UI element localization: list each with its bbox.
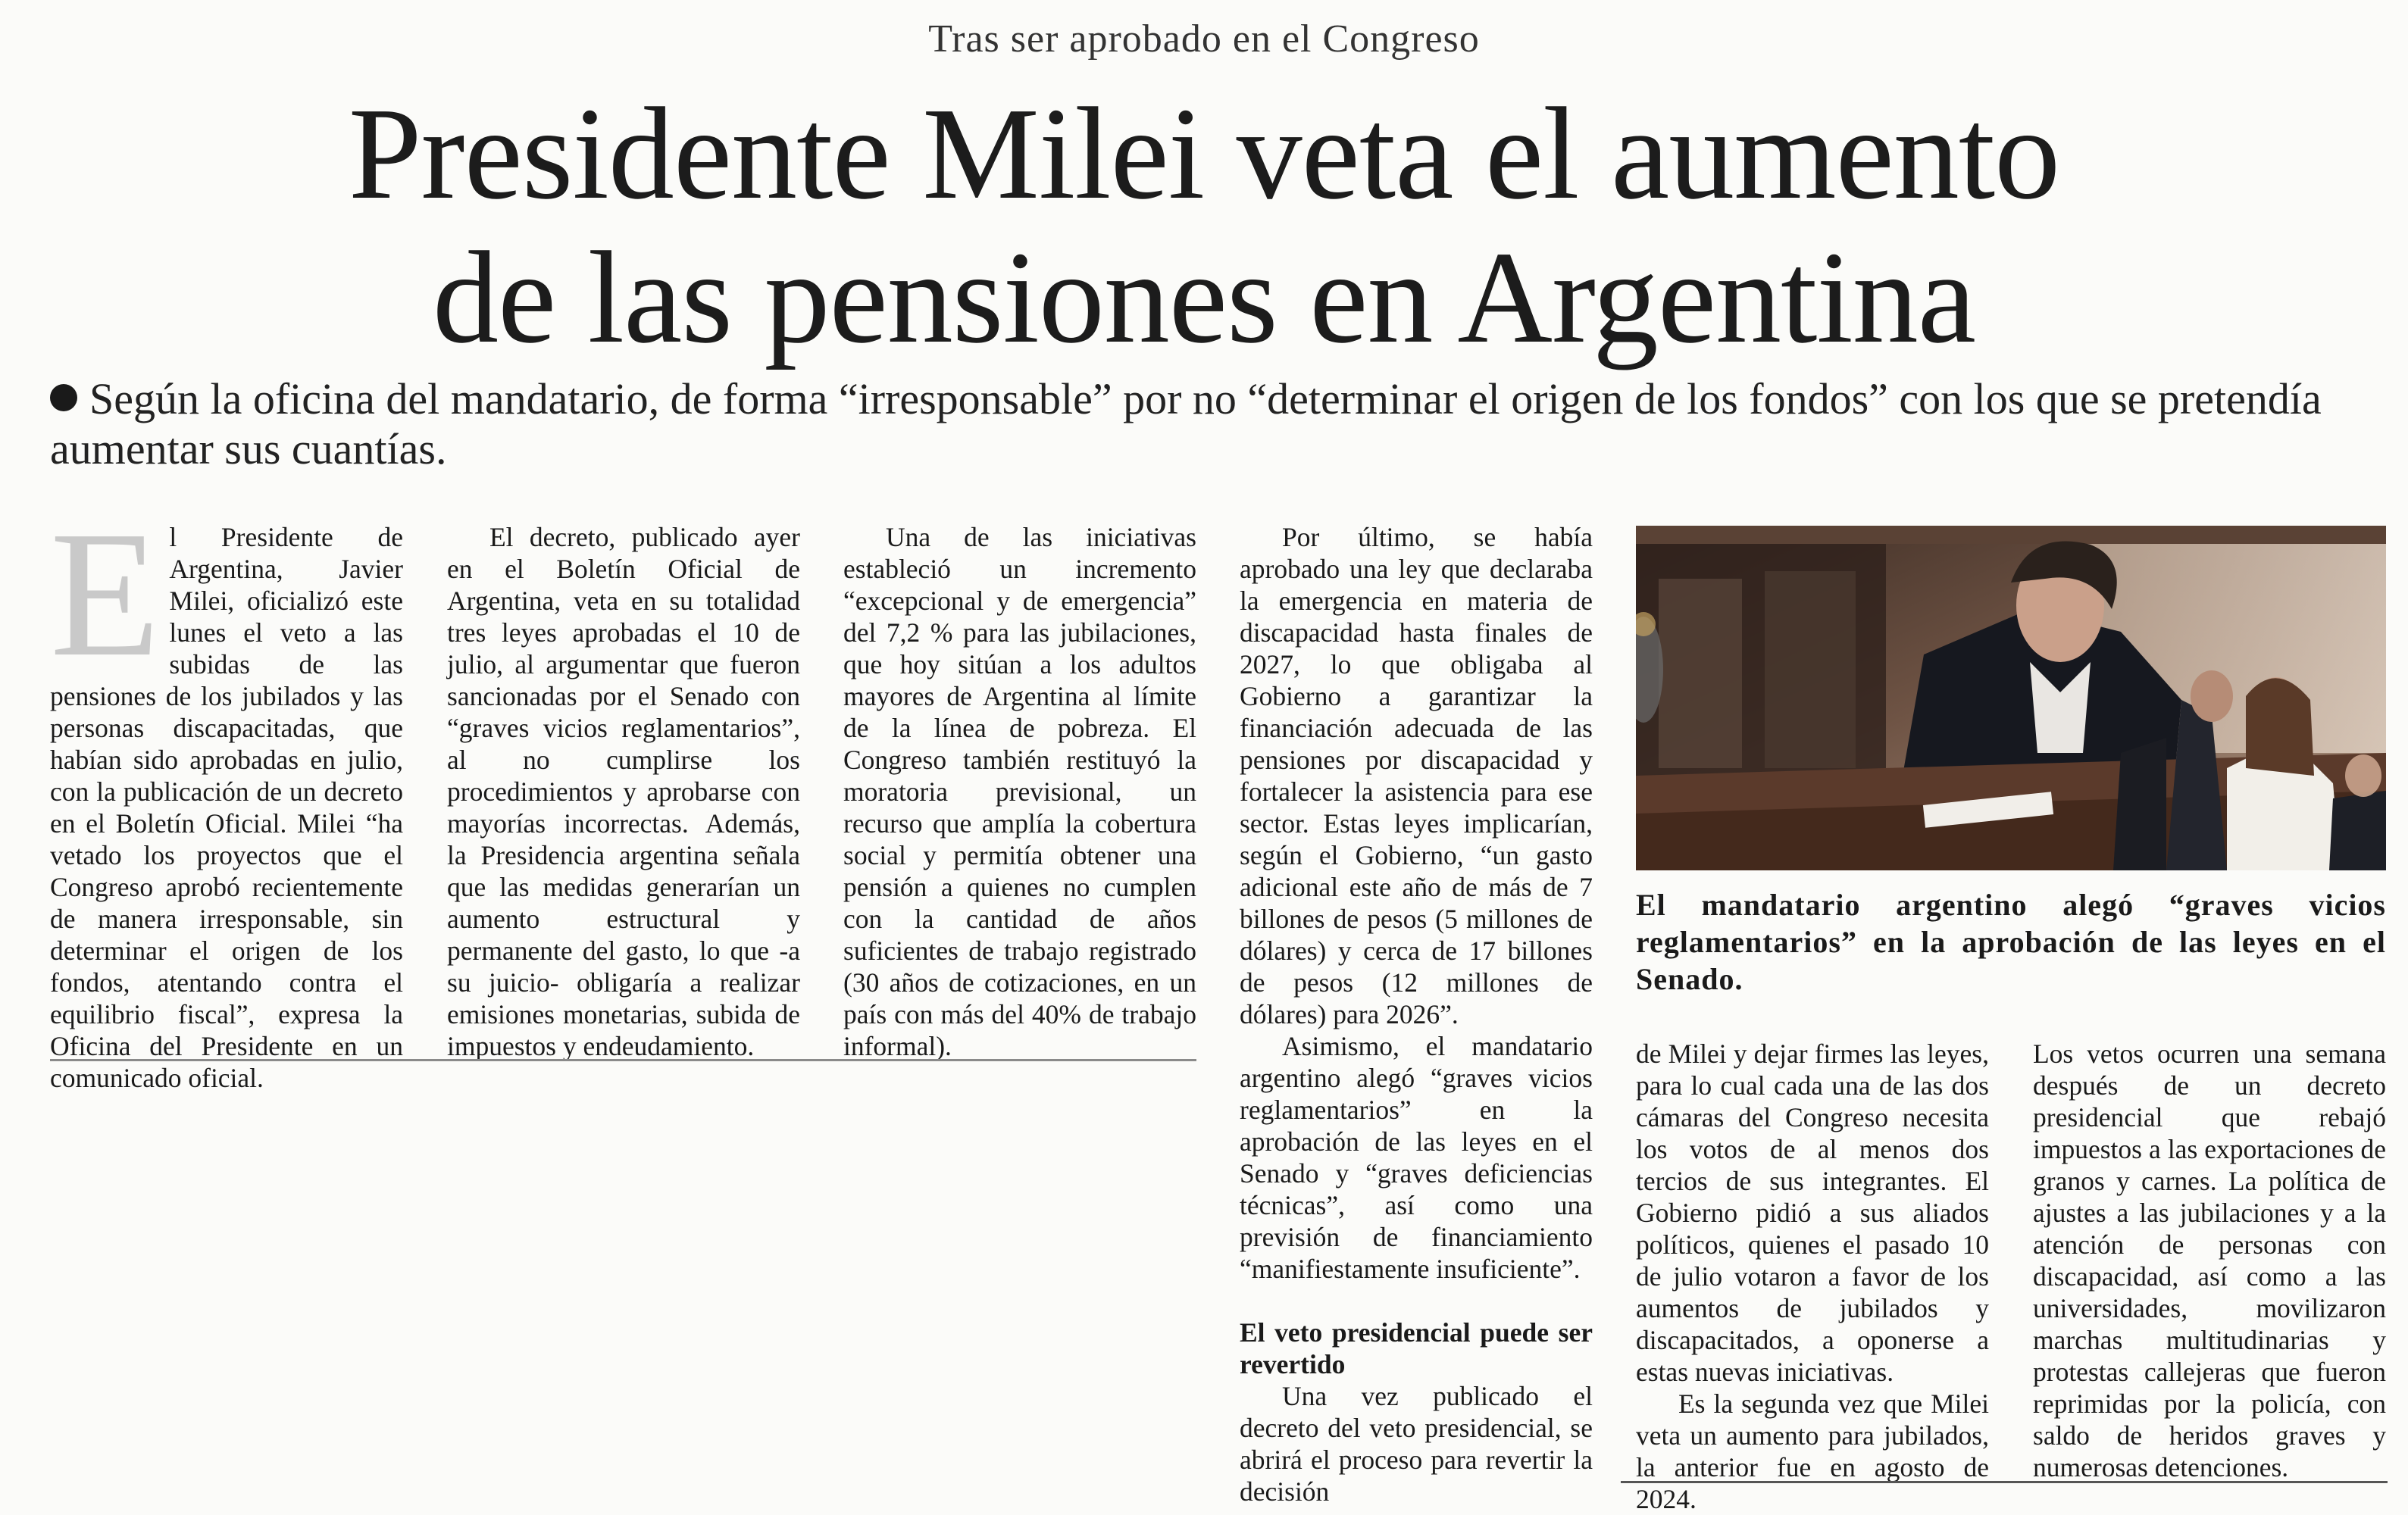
article-column-4 bbox=[1240, 521, 1593, 1507]
paragraph: Una vez publicado el decreto del veto presidencial, se abrirá el proceso para revertir la decisión bbox=[1240, 1381, 1593, 1507]
paragraph: de Milei y dejar firmes las leyes, para lo cual cada una de las dos cámaras del Congreso necesita los votos de al menos dos tercios de sus integrantes. El Gobierno pidió a sus aliados políticos, quienes el pasado 10 de julio votaron a favor de los aumentos de jubilados y discapacitados, a oponerse a estas nuevas iniciativas. bbox=[1636, 1039, 1989, 1387]
article-column-5 bbox=[1636, 1038, 1989, 1515]
drop-cap: E bbox=[50, 495, 161, 694]
paragraph: Es la segunda vez que Milei veta un aumento para jubilados, la anterior fue en agosto de 2024. bbox=[1636, 1388, 1989, 1514]
photo-caption: El mandatario argentino alegó “graves vicios reglamentarios” en la aprobación de las leyes en el Senado. bbox=[1636, 888, 2386, 996]
paragraph: l Presidente de Argentina, Javier Milei, oficializó este lunes el veto a las subidas de las pensiones de los jubilados y las personas discapacitadas, que habían sido aprobadas en julio, con la publicación de un decreto en el Boletín Oficial. Milei “ha vetado los proyectos que el Congreso aprobó recientemente de manera irresponsable, sin determinar el origen de los fondos, atentando contra el equilibrio fiscal”, expresa la Oficina del Presidente en un comunicado oficial. bbox=[50, 522, 403, 1093]
headline-line-2: de las pensiones en Argentina bbox=[433, 224, 1975, 370]
paragraph: Por último, se había aprobado una ley que declaraba la emergencia en materia de discapacidad hasta finales de 2027, lo que obligaba al Gobierno a garantizar la financiación adecuada de las pensiones por discapacidad y fortalecer la asistencia para ese sector. Estas leyes implicarían, según el Gobierno, “un gasto adicional este año de más de 7 billones de pesos (5 millones de dólares) y cerca de 17 billones de pesos (12 millones de dólares) para 2026”. bbox=[1240, 522, 1593, 1029]
article-column-2 bbox=[447, 521, 800, 1062]
subheadline bbox=[50, 374, 2338, 474]
news-photo bbox=[1636, 526, 2386, 870]
article-column-6 bbox=[2033, 1038, 2386, 1483]
paragraph: Asimismo, el mandatario argentino alegó “graves vicios reglamentarios” en la aprobación de las leyes en el Senado y “graves deficiencias técnicas”, así como una previsión de financiamiento “manifiestamente insuficiente”. bbox=[1240, 1031, 1593, 1284]
paragraph: El decreto, publicado ayer en el Boletín Oficial de Argentina, veta en su totalidad tres leyes aprobadas el 10 de julio, al argumentar que fueron sancionadas por el Senado con “graves vicios reglamentarios”, al no cumplirse los procedimientos y aprobarse con mayorías incorrectas. Además, la Presidencia argentina señala que las medidas generarían un aumento estructural y permanente del gasto, lo que -a su juicio- obligaría a realizar emisiones monetarias, subida de impuestos y endeudamiento. bbox=[447, 522, 800, 1061]
paragraph: Una de las iniciativas estableció un incremento “excepcional y de emergencia” del 7,2 % para las jubilaciones, que hoy sitúan a los adultos mayores de Argentina al límite de la línea de pobreza. El Congreso también restituyó la moratoria previsional, un recurso que amplía la cobertura social y permitía obtener una pensión a quienes no cumplen con la cantidad de años suficientes de trabajo registrado (30 años de cotizaciones, en un país con más del 40% de trabajo informal). bbox=[843, 522, 1196, 1061]
paragraph: Los vetos ocurren una semana después de un decreto presidencial que rebajó impuestos a las exportaciones de granos y carnes. La política de ajustes a las jubilaciones y a la atención de personas con discapacidad, así como a las universidades, movilizaron marchas multitudinarias y protestas callejeras que fueron reprimidas por la policía, con saldo de heridos graves y numerosas detenciones. bbox=[2033, 1039, 2386, 1482]
article-column-3 bbox=[843, 521, 1196, 1062]
subheadline-text: Según la oficina del mandatario, de forma “irresponsable” por no “determinar el origen de los fondos” con los que se pretendía aumentar sus cuantías. bbox=[50, 374, 2322, 473]
headline bbox=[0, 82, 2408, 370]
bottom-rule bbox=[1621, 1481, 2388, 1483]
kicker: Tras ser aprobado en el Congreso bbox=[928, 17, 1480, 61]
bullet-dot-icon bbox=[50, 384, 77, 411]
column-divider-rule bbox=[50, 1059, 1196, 1061]
section-subheading: El veto presidencial puede ser revertido bbox=[1240, 1317, 1593, 1379]
headline-line-1: Presidente Milei veta el aumento bbox=[348, 80, 2060, 226]
article-column-1 bbox=[50, 495, 403, 1094]
